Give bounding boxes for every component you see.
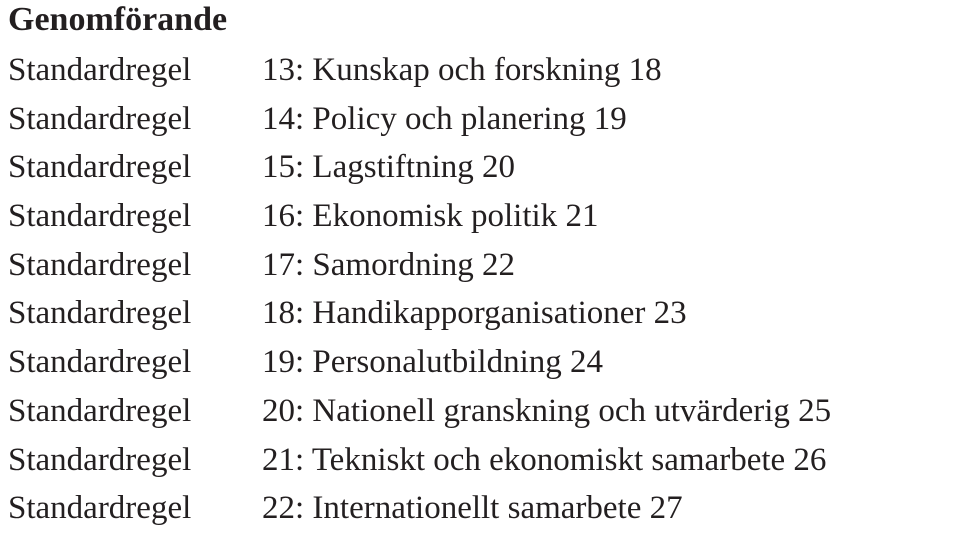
rule-title: Nationell granskning och utvärderig bbox=[312, 392, 790, 429]
rule-number: 15: bbox=[262, 149, 305, 186]
section-heading: Genomförande bbox=[8, 1, 228, 38]
rule-label: Standardregel bbox=[8, 52, 192, 88]
rule-number: 14: bbox=[262, 100, 305, 137]
rule-label: Standardregel bbox=[8, 295, 192, 332]
rule-title: Ekonomisk politik bbox=[312, 198, 558, 235]
toc-entry[interactable] bbox=[8, 484, 831, 533]
rule-label: Standardregel bbox=[8, 100, 192, 137]
toc-entry[interactable] bbox=[8, 192, 831, 241]
page-number: 19 bbox=[593, 100, 627, 137]
page-number: 21 bbox=[565, 198, 599, 235]
rule-label: Standardregel bbox=[8, 344, 192, 381]
rule-number: 19: bbox=[262, 344, 305, 381]
page-number: 22 bbox=[482, 246, 515, 283]
rule-number: 22: bbox=[262, 490, 305, 527]
rule-label: Standardregel bbox=[8, 246, 192, 283]
page-number: 23 bbox=[653, 295, 687, 332]
rule-number: 21: bbox=[262, 441, 305, 478]
rule-label: Standardregel bbox=[8, 149, 192, 186]
page-number: 18 bbox=[628, 52, 662, 88]
rule-number: 13: bbox=[262, 52, 305, 88]
toc-entry[interactable] bbox=[8, 95, 831, 144]
page-number: 26 bbox=[793, 441, 827, 478]
toc-entry[interactable] bbox=[8, 46, 831, 95]
toc-entry[interactable] bbox=[8, 338, 831, 387]
rule-title: Handikapporganisationer bbox=[312, 295, 646, 332]
rule-title: Policy och planering bbox=[312, 100, 586, 137]
toc-entry[interactable] bbox=[8, 289, 831, 338]
page-number: 20 bbox=[481, 149, 515, 186]
rule-title: Lagstiftning bbox=[312, 149, 474, 186]
rule-title: Internationellt samarbete bbox=[312, 490, 642, 527]
table-of-contents bbox=[8, 46, 831, 533]
toc-entry[interactable] bbox=[8, 241, 831, 290]
rule-title: Personalutbildning bbox=[312, 344, 562, 381]
rule-number: 18: bbox=[262, 295, 305, 332]
rule-label: Standardregel bbox=[8, 198, 192, 235]
rule-title: Samordning bbox=[312, 246, 474, 283]
toc-entry[interactable] bbox=[8, 143, 831, 192]
rule-number: 17: bbox=[262, 246, 305, 283]
page-number: 25 bbox=[798, 392, 832, 429]
toc-entry[interactable] bbox=[8, 436, 831, 485]
rule-title: Kunskap och forskning bbox=[312, 52, 621, 88]
rule-title: Tekniskt och ekonomiskt samarbete bbox=[311, 441, 786, 478]
page-number: 27 bbox=[649, 490, 683, 527]
page-number: 24 bbox=[570, 344, 603, 381]
rule-label: Standardregel bbox=[8, 441, 192, 478]
rule-number: 16: bbox=[262, 198, 305, 235]
rule-number: 20: bbox=[262, 392, 305, 429]
toc-entry[interactable] bbox=[8, 387, 831, 436]
rule-label: Standardregel bbox=[8, 392, 192, 429]
rule-label: Standardregel bbox=[8, 490, 192, 527]
